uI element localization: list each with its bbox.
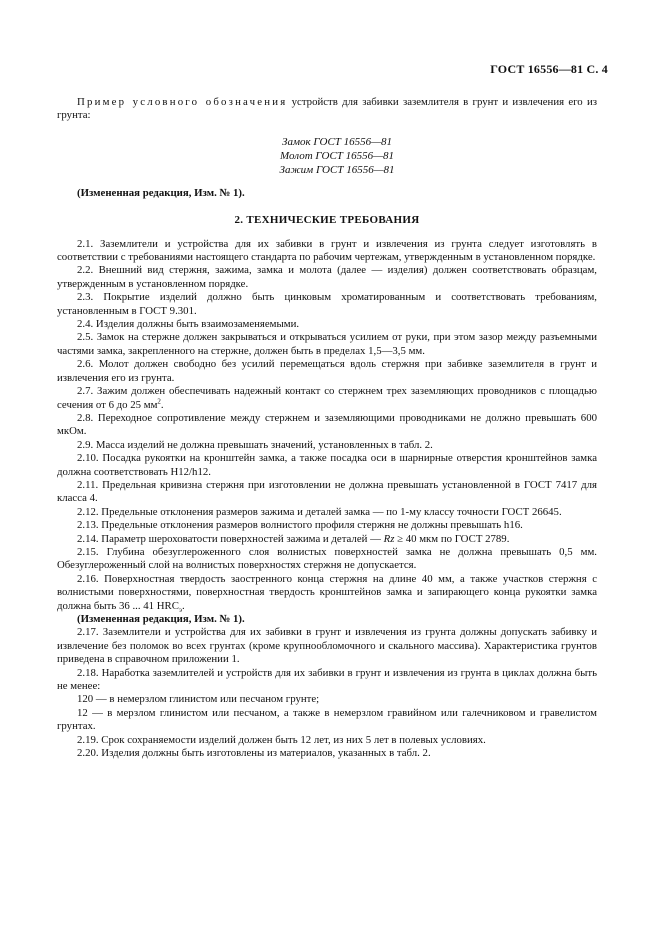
clause-2-8: 2.8. Переходное сопротивление между стержнем и заземляющими проводниками не должно превышать 600 мкОм. bbox=[57, 411, 597, 438]
example-intro-text: устройств для забивки заземлителя в грунт и извлечения его из грунта: bbox=[57, 96, 597, 122]
clause-2-16-end: . bbox=[181, 599, 185, 612]
clause-2-7-superscript: 2 bbox=[157, 396, 161, 405]
clause-2-16 bbox=[57, 573, 597, 613]
clause-2-2: 2.2. Внешний вид стержня, зажима, замка и молота (далее — изделия) должен соответствовать образцам, утвержденным в установленном порядке. bbox=[57, 264, 597, 290]
clause-2-18: 2.18. Наработка заземлителей и устройств для их забивки в грунт и извлечения из грунта в циклах должна быть не менее: bbox=[57, 666, 597, 693]
clause-2-18-item-120: 120 — в немерзлом глинистом или песчаном грунте; bbox=[77, 693, 320, 706]
clause-2-5: 2.5. Замок на стержне должен закрываться и открываться усилием от руки, при этом зазор между разъемными частями замка, закрепленного на стержне, должен быть в пределах 1,5—3,5 мм. bbox=[57, 331, 597, 357]
revision-note: (Измененная редакция, Изм. № 1). bbox=[77, 613, 245, 625]
designation-examples bbox=[57, 135, 597, 177]
roughness-symbol: Rz bbox=[383, 532, 395, 545]
example-label: Пример условного обозначения bbox=[77, 96, 288, 108]
clause-2-19: 2.19. Срок сохраняемости изделий должен быть 12 лет, из них 5 лет в полевых условиях. bbox=[77, 733, 486, 746]
clause-2-7-text: 2.7. Зажим должен обеспечивать надежный контакт со стержнем трех заземляющих проводников с площадью сечения от 6 до 25 мм bbox=[57, 385, 597, 411]
clause-2-9: 2.9. Масса изделий не должна превышать значений, установленных в табл. 2. bbox=[77, 438, 433, 451]
clause-2-13: 2.13. Предельные отклонения размеров волнистого профиля стержня не должны превышать h16. bbox=[77, 519, 523, 532]
example-line: Зажим ГОСТ 16556—81 bbox=[279, 163, 395, 176]
clause-2-16-text: 2.16. Поверхностная твердость заостренного конца стержня на длине 40 мм, а также участков стержня с волнистыми поверхностями, поверхностная твердость кронштейнов замка и запирающего конца рукоятки замка должна быть 36 ... 41 HRC bbox=[57, 572, 597, 612]
example-line: Молот ГОСТ 16556—81 bbox=[280, 149, 394, 162]
clause-2-17: 2.17. Заземлители и устройства для их забивки в грунт и извлечения из грунта должны допускать забивку и извлечение без поломок во всех грунтах (кроме крупнообломочного и скального массива). Характеристика грунтов приведена в справочном приложении 1. bbox=[57, 626, 597, 666]
clause-2-7 bbox=[57, 385, 597, 412]
page-body bbox=[57, 96, 597, 760]
clause-2-14-text: 2.14. Параметр шероховатости поверхностей зажима и деталей — bbox=[77, 532, 384, 545]
clause-2-6: 2.6. Молот должен свободно без усилий перемещаться вдоль стержня при забивке заземлителя в грунт и извлечения его из грунта. bbox=[57, 358, 597, 384]
clause-2-14-end: ≥ 40 мкм по ГОСТ 2789. bbox=[394, 532, 510, 545]
clause-2-18-item-12: 12 — в мерзлом глинистом или песчаном, а также в немерзлом гравийном или галечниковом и гравелистом грунтах. bbox=[57, 706, 597, 733]
page-header: ГОСТ 16556—81 С. 4 bbox=[490, 62, 608, 76]
hardness-subscript: э bbox=[178, 605, 182, 614]
revision-note: (Измененная редакция, Изм. № 1). bbox=[77, 186, 245, 199]
clause-2-12: 2.12. Предельные отклонения размеров зажима и деталей замка — по 1-му классу точности ГОСТ 26645. bbox=[77, 505, 562, 518]
clause-2-3: 2.3. Покрытие изделий должно быть цинковым хроматированным и соответствовать требованиям, установленным в ГОСТ 9.301. bbox=[57, 291, 597, 317]
clause-2-1: 2.1. Заземлители и устройства для их забивки в грунт и извлечения из грунта следует изготовлять в соответствии с требованиями настоящего стандарта по рабочим чертежам, утвержденным в установленном порядке. bbox=[57, 237, 597, 264]
example-line: Замок ГОСТ 16556—81 bbox=[282, 135, 392, 148]
clause-2-15: 2.15. Глубина обезуглероженного слоя волнистых поверхностей замка не должна превышать 0,5 мм. Обезуглероженный слой на волнистых поверхностях стержня не допускается. bbox=[57, 545, 597, 572]
clause-2-4: 2.4. Изделия должны быть взаимозаменяемыми. bbox=[77, 318, 300, 331]
clause-2-11: 2.11. Предельная кривизна стержня при изготовлении не должна превышать установленной в ГОСТ 7417 для класса 4. bbox=[57, 478, 597, 505]
clause-2-20: 2.20. Изделия должны быть изготовлены из материалов, указанных в табл. 2. bbox=[77, 747, 431, 760]
clause-2-10: 2.10. Посадка рукоятки на кронштейн замка, а также посадка оси в шарнирные отверстия кронштейнов замка должна соответствовать H12/h12. bbox=[57, 452, 597, 478]
designation-example-intro bbox=[57, 96, 597, 123]
clause-2-7-end: . bbox=[160, 398, 164, 411]
clause-2-14 bbox=[57, 533, 597, 546]
section-title: 2. ТЕХНИЧЕСКИЕ ТРЕБОВАНИЯ bbox=[234, 214, 420, 227]
